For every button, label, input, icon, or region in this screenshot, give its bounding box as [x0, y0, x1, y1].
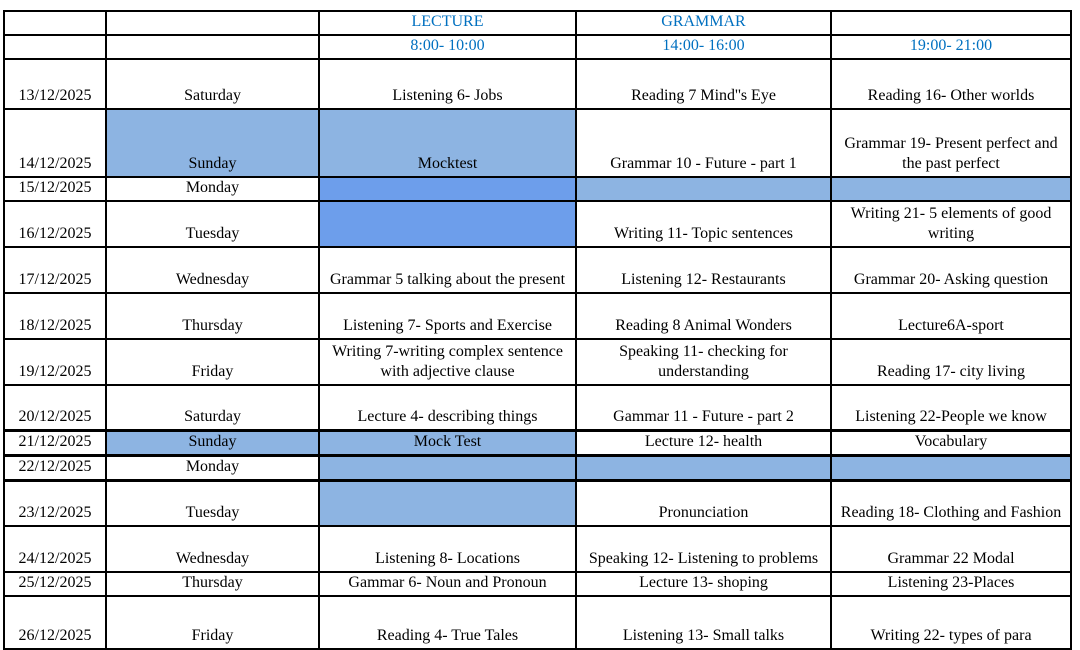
- schedule-row: [4, 455, 1071, 480]
- grammar-cell: [576, 177, 831, 201]
- header-evening-time: 19:00- 21:00: [831, 35, 1071, 59]
- grammar-cell: Lecture 13- shoping: [576, 572, 831, 596]
- date-cell: 19/12/2025: [4, 339, 106, 385]
- evening-cell: [831, 455, 1071, 480]
- grammar-cell: Lecture 12- health: [576, 430, 831, 455]
- day-cell: Wednesday: [106, 247, 319, 293]
- evening-cell: Lecture6A-sport: [831, 293, 1071, 339]
- header-grammar-title: GRAMMAR: [576, 11, 831, 35]
- day-cell: Friday: [106, 339, 319, 385]
- header-grammar-time: 14:00- 16:00: [576, 35, 831, 59]
- evening-cell: Grammar 20- Asking question: [831, 247, 1071, 293]
- schedule-row: [4, 293, 1071, 339]
- lecture-cell: [319, 177, 576, 201]
- lecture-cell: [319, 201, 576, 247]
- date-cell: 20/12/2025: [4, 385, 106, 430]
- date-cell: 22/12/2025: [4, 455, 106, 480]
- lecture-cell: Listening 6- Jobs: [319, 59, 576, 109]
- schedule-table: [3, 10, 1072, 650]
- day-cell: Monday: [106, 455, 319, 480]
- day-cell: Monday: [106, 177, 319, 201]
- header-evening-title-blank: [831, 11, 1071, 35]
- grammar-cell: Grammar 10 - Future - part 1: [576, 109, 831, 177]
- grammar-cell: [576, 455, 831, 480]
- schedule-row: [4, 596, 1071, 649]
- grammar-cell: Speaking 12- Listening to problems: [576, 526, 831, 572]
- header-day-blank: [106, 11, 319, 35]
- date-cell: 13/12/2025: [4, 59, 106, 109]
- date-cell: 21/12/2025: [4, 430, 106, 455]
- date-cell: 16/12/2025: [4, 201, 106, 247]
- lecture-cell: Mocktest: [319, 109, 576, 177]
- schedule-row: [4, 201, 1071, 247]
- schedule-row: [4, 480, 1071, 526]
- date-cell: 17/12/2025: [4, 247, 106, 293]
- lecture-cell: Listening 8- Locations: [319, 526, 576, 572]
- date-cell: 25/12/2025: [4, 572, 106, 596]
- lecture-cell: Grammar 5 talking about the present: [319, 247, 576, 293]
- day-cell: Saturday: [106, 59, 319, 109]
- header-row-times: [4, 35, 1071, 59]
- schedule-row: [4, 59, 1071, 109]
- schedule-row: [4, 526, 1071, 572]
- evening-cell: Listening 22-People we know: [831, 385, 1071, 430]
- day-cell: Wednesday: [106, 526, 319, 572]
- header-corner-blank: [4, 11, 106, 35]
- lecture-cell: Writing 7-writing complex sentence with adjective clause: [319, 339, 576, 385]
- schedule-row: [4, 385, 1071, 430]
- schedule-row: [4, 177, 1071, 201]
- evening-cell: Reading 16- Other worlds: [831, 59, 1071, 109]
- day-cell: Friday: [106, 596, 319, 649]
- lecture-cell: Listening 7- Sports and Exercise: [319, 293, 576, 339]
- grammar-cell: Speaking 11- checking for understanding: [576, 339, 831, 385]
- day-cell: Tuesday: [106, 201, 319, 247]
- schedule-row: [4, 572, 1071, 596]
- day-cell: Tuesday: [106, 480, 319, 526]
- header-row-titles: [4, 11, 1071, 35]
- evening-cell: Grammar 22 Modal: [831, 526, 1071, 572]
- lecture-cell: Mock Test: [319, 430, 576, 455]
- grammar-cell: Reading 7 Mind''s Eye: [576, 59, 831, 109]
- evening-cell: Writing 22- types of para: [831, 596, 1071, 649]
- evening-cell: Reading 17- city living: [831, 339, 1071, 385]
- day-cell: Thursday: [106, 572, 319, 596]
- grammar-cell: Writing 11- Topic sentences: [576, 201, 831, 247]
- schedule-row: [4, 247, 1071, 293]
- evening-cell: [831, 177, 1071, 201]
- schedule-row: [4, 339, 1071, 385]
- day-cell: Sunday: [106, 430, 319, 455]
- grammar-cell: Gammar 11 - Future - part 2: [576, 385, 831, 430]
- schedule-rows: [4, 59, 1071, 649]
- evening-cell: Vocabulary: [831, 430, 1071, 455]
- lecture-cell: [319, 455, 576, 480]
- header-lecture-time: 8:00- 10:00: [319, 35, 576, 59]
- header-corner-blank2: [4, 35, 106, 59]
- date-cell: 26/12/2025: [4, 596, 106, 649]
- grammar-cell: Listening 13- Small talks: [576, 596, 831, 649]
- lecture-cell: [319, 480, 576, 526]
- date-cell: 18/12/2025: [4, 293, 106, 339]
- date-cell: 23/12/2025: [4, 480, 106, 526]
- grammar-cell: Pronunciation: [576, 480, 831, 526]
- evening-cell: Writing 21- 5 elements of good writing: [831, 201, 1071, 247]
- date-cell: 14/12/2025: [4, 109, 106, 177]
- header-day-blank2: [106, 35, 319, 59]
- header-lecture-title: LECTURE: [319, 11, 576, 35]
- day-cell: Thursday: [106, 293, 319, 339]
- grammar-cell: Listening 12- Restaurants: [576, 247, 831, 293]
- schedule-row: [4, 430, 1071, 455]
- date-cell: 24/12/2025: [4, 526, 106, 572]
- lecture-cell: Lecture 4- describing things: [319, 385, 576, 430]
- lecture-cell: Gammar 6- Noun and Pronoun: [319, 572, 576, 596]
- grammar-cell: Reading 8 Animal Wonders: [576, 293, 831, 339]
- evening-cell: Grammar 19- Present perfect and the past perfect: [831, 109, 1071, 177]
- day-cell: Sunday: [106, 109, 319, 177]
- schedule-row: [4, 109, 1071, 177]
- evening-cell: Listening 23-Places: [831, 572, 1071, 596]
- evening-cell: Reading 18- Clothing and Fashion: [831, 480, 1071, 526]
- lecture-cell: Reading 4- True Tales: [319, 596, 576, 649]
- date-cell: 15/12/2025: [4, 177, 106, 201]
- day-cell: Saturday: [106, 385, 319, 430]
